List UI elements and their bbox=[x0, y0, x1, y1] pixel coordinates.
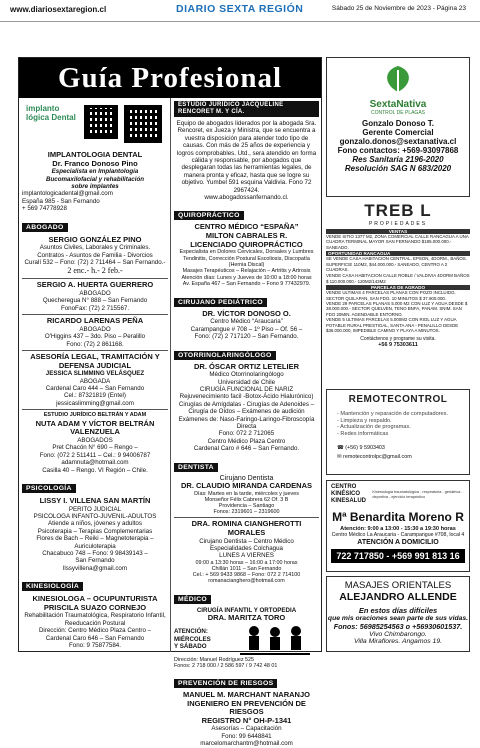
lawyer-detail: O'Higgins 437 – 3do. Piso – Peralillo bbox=[44, 333, 146, 341]
divider bbox=[22, 409, 168, 410]
remotecontrol-email-row bbox=[337, 454, 469, 460]
remotecontrol-logo: REMOTECONTROL bbox=[348, 394, 448, 405]
ent-detail: CIRUGÍA FUNCIONAL DE NARIZ bbox=[199, 385, 294, 393]
chiro-detail: Masajes Terapéuticos – Relajación – Artritis y Artrosis bbox=[182, 268, 311, 275]
lawyer-detail: ABOGADO bbox=[79, 290, 111, 298]
masajes-line: Vivo Chimbarongo. bbox=[369, 631, 427, 638]
doctor-specialty: CIRUGÍA INFANTIL Y ORTOPEDIA bbox=[196, 606, 297, 614]
site-url[interactable]: www.diariosextaregion.cl bbox=[10, 5, 107, 14]
psychologist-name: LISSY I. VILLENA SAN MARTÍN bbox=[39, 495, 151, 505]
ent-detail: Médico Otorrinolaringólogo bbox=[209, 371, 284, 379]
sextanativa-brand: SextaNativa bbox=[369, 99, 427, 110]
qr-code-icon bbox=[84, 105, 118, 139]
dentist-detail: Monseñor Félix Cabrera 62 Of. 3 B bbox=[204, 496, 289, 503]
implanto-heading: IMPLANTOLOGIA DENTAL bbox=[47, 150, 143, 159]
lawyer-name: NUTA ADAM Y VÍCTOR BELTRÁN VALENZUELA bbox=[35, 418, 155, 437]
sextanativa-resolution: Res Sanitaria 2196-2020 bbox=[352, 155, 444, 164]
psychologist-detail: PERITO JUDICIAL bbox=[68, 505, 122, 513]
firm-website[interactable]: www.abogadossanfernando.cl. bbox=[204, 194, 289, 202]
doctor-detail: Dirección: Manuel Rodríguez 525 bbox=[174, 656, 255, 663]
trebol-listing: SE VENDE CASA HABITACION CENTRAL. EPSON, 4DORM., BAÑOS. SUPERFICIE 110M2, $44.000.000.- SANEADO, CENTRO A 2 CUADRAS. bbox=[326, 256, 467, 273]
masajes-line: Villa Miraflores. Angamos 19. bbox=[353, 638, 443, 645]
trebol-listing: VENDE 5 ULTIMAS PARCELAS 5.000M2 CON RIOL LUZ Y AGUA POTABLE RURAL PRESTIGAL, SANTA ANA - PENALILLO DESDE $36.000.000, IMPEDIBLE CAMINO Y PLAYA A MINUTOS. bbox=[326, 317, 459, 334]
ent-detail: Rejuvenecimiento facil -Botox-Ácido Hialurónico) bbox=[179, 393, 314, 401]
masajes-phones: Fonos: 56985254563 o +56930601537. bbox=[333, 622, 463, 631]
lawyer-detail: Quecheregua N° 888 – San Fernando bbox=[42, 297, 148, 305]
service-item: - Actualización de programas. bbox=[337, 424, 411, 431]
chiro-title: LICENCIADO QUIROPRÁCTICO bbox=[190, 239, 303, 249]
lawyer-detail: Cel.: 87321819 (Entel) bbox=[64, 392, 126, 400]
lawyer-email[interactable]: adamnuta@hotmail.com bbox=[61, 459, 129, 467]
engineer-name: MANUEL M. MARCHANT NARANJO bbox=[183, 690, 310, 699]
psychologist-detail: Auriculoterapia bbox=[74, 542, 116, 550]
implanto-role: Especialista en Implantología bbox=[51, 168, 139, 176]
section-abogado: ABOGADO bbox=[22, 223, 68, 232]
psychologist-email[interactable]: llssyvillena@gmail.com bbox=[62, 564, 128, 572]
masajes-line: En estos días difíciles bbox=[358, 606, 438, 615]
chiro-detail: Especialista en Dolores Cervicales, Dorsales y Lumbres Tendinitis, Corrección Postural Escoliosis, Discopatía (Hernia Discal) bbox=[179, 249, 314, 269]
lawyer-detail: ABOGADOS bbox=[77, 436, 113, 444]
service-item: - Mantención y reparación de computadores. bbox=[337, 411, 449, 417]
trebol-section: PARCELAS DE AGRADO bbox=[326, 285, 470, 290]
engineer-detail: Fono: 99 6448841 bbox=[221, 732, 272, 740]
chiro-detail: Atención días: Lunes y Jueves de 10:00 a 18:00 horas bbox=[181, 274, 312, 281]
sextanativa-tagline: CONTROL DE PLAGAS bbox=[371, 110, 425, 116]
surgeon-name: DR. VÍCTOR DONOSO O. bbox=[202, 308, 291, 318]
kinesiologist-detail: Cardenal Caro 646 – San Fernando bbox=[45, 634, 145, 642]
dentist-detail: Cirujano Dentista bbox=[219, 474, 274, 482]
engineer-title: INGENIERO EN PREVENCIÓN DE RIESGOS bbox=[187, 698, 306, 717]
masajes-line: que mis oraciones sean parte de sus vidas. bbox=[327, 615, 469, 622]
dentist-detail: Providencia – Santiago bbox=[218, 502, 275, 509]
section-kinesiologia: KINESIOLOGÍA bbox=[22, 582, 83, 591]
doctor-schedule-row bbox=[174, 623, 319, 657]
lawyer-detail: FonoFax: (72) 2 715567. bbox=[60, 304, 130, 312]
dentist-detail: LUNES A VIERNES bbox=[219, 552, 274, 560]
doctor-detail: ATENCIÓN: bbox=[174, 628, 208, 636]
lawyer-detail: Fono: (072 2 511411 – Cel.: 9 94006787 bbox=[39, 451, 151, 459]
section-cirujano-pediatrico: CIRUJANO PEDIÁTRICO bbox=[174, 298, 267, 307]
doctor-detail: Fonos: 2 718 000 / 2 586 597 / 9 742 48 01 bbox=[174, 662, 278, 669]
implanto-address: España 985 - San Fernando bbox=[22, 197, 100, 205]
lawyer-detail: Curalí 532 – Fono: (72) 2 711464 – San Fernando.- bbox=[24, 259, 166, 267]
divider bbox=[22, 314, 168, 315]
trebol-ad bbox=[326, 201, 470, 381]
sextanativa-email[interactable]: gonzalo.donos@sextanativa.cl bbox=[339, 137, 457, 146]
section-prevencion: PREVENCIÓN DE RIESGOS bbox=[174, 679, 277, 688]
implanto-doctor: Dr. Franco Donoso Pino bbox=[52, 158, 138, 168]
dentist-detail: Fonos: 2319601 – 2319600 bbox=[213, 509, 280, 516]
dentist-detail: Días: Martes en la tarde, miércoles y jueves bbox=[194, 490, 299, 497]
dateline: Sábado 25 de Noviembre de 2023 - Página 23 bbox=[331, 5, 466, 12]
children-illustration-icon bbox=[240, 623, 310, 657]
section-dentista: DENTISTA bbox=[174, 463, 218, 472]
guide-title: Guía Profesional bbox=[57, 61, 283, 94]
trebol-listing: VENDE 29 PARCELAS PLANAS 5.000 M2 CON LUZ Y AGUA DESDE $ 38.000.000.- SECTOR QUELVEN, TENO BNFA, PANAM. SNIM. SAN FDO 20MIN. AGENDABLE ENTORNO. bbox=[326, 301, 468, 317]
lawyer-detail: ABOGADO bbox=[79, 325, 111, 333]
ent-name: DR. ÓSCAR ORTIZ LETELIER bbox=[194, 361, 299, 371]
lawyer-detail: Casilla 40 – Rengo. VI Región – Chile. bbox=[42, 466, 148, 474]
kinesalud-phones: 722 717850 - +569 991 813 16 bbox=[331, 549, 465, 563]
ent-detail: Cirugías de Amígdalas - Cirugías de Adenoides – bbox=[178, 400, 315, 408]
kinesalud-address: Centro Médico La Araucaria - Carampangue #708, local 4 bbox=[331, 532, 465, 538]
column-divider bbox=[170, 98, 171, 652]
ent-detail: Centro Médico Plaza Centro bbox=[207, 437, 286, 445]
sextanativa-ad bbox=[326, 57, 470, 197]
psychologist-detail: PSICOLOGA INFANTO-JUVENIL-ADULTOS bbox=[33, 512, 157, 520]
kinesiologist-name: PRISCILA SUAZO CORNEJO bbox=[43, 602, 147, 612]
psychologist-detail: Flores de Bach – Reiki – Magnetoterapia – bbox=[36, 535, 154, 543]
lawyer-name: SERGIO A. HUERTA GUERRERO bbox=[36, 280, 154, 290]
lawyer-name: SERGIO GONZÁLEZ PINO bbox=[48, 234, 142, 244]
kinesiologist-detail: Dirección: Centro Médico Plaza Centro – bbox=[38, 627, 152, 635]
ent-detail: Exámenes de: Naso-Faringo-Laringo-Fibroscopía Directa bbox=[178, 415, 315, 430]
kinesiologist-detail: Fono: 9 75877584. bbox=[69, 641, 121, 649]
masajes-ad bbox=[326, 576, 470, 652]
ent-detail: Universidad de Chile bbox=[217, 378, 276, 386]
leaf-logo-icon bbox=[378, 64, 418, 94]
qr-code-icon bbox=[124, 105, 162, 143]
section-otorrino: OTORRINOLARINGÓLOGO bbox=[174, 351, 276, 360]
masajes-title: MASAJES ORIENTALES bbox=[344, 580, 452, 591]
surgeon-detail: Centro Médico “Araucaria” bbox=[210, 318, 283, 326]
firm-heading: ESTUDIO JURÍDICO BELTRÁN Y ADAM bbox=[43, 412, 147, 419]
surgeon-detail: Carampangue # 708 – 1º Piso – Of. 56 – bbox=[190, 325, 303, 333]
sextanativa-contact-role: Gerente Comercial bbox=[362, 128, 434, 137]
trebol-listing: VENDE SITIO 1377 M2, ZONA COMERCIAL CALLE RANCAGUA A UNA CUADRA TERMINAL MAYOR SAN FERNANDO $185.000.000.- SANEADO. bbox=[326, 234, 469, 250]
middle-column bbox=[174, 100, 319, 748]
masajes-name: ALEJANDRO ALLENDE bbox=[339, 591, 457, 603]
implanto-phone: + 569 74778928 bbox=[22, 205, 67, 213]
implanto-ad bbox=[22, 101, 168, 151]
kinesalud-ad bbox=[326, 480, 470, 572]
trebol-phone: +56 9 75303611 bbox=[378, 341, 418, 348]
lawyer-name: RICARDO LARENAS PEÑA bbox=[46, 316, 144, 326]
engineer-email[interactable]: marcelomarchantm@hotmail.com bbox=[200, 740, 293, 748]
trebol-sub: PROPIEDADES bbox=[368, 221, 428, 227]
kinesalud-logo: CENTRO KINÉSICO KINESALUD bbox=[331, 484, 367, 504]
phone-icon: ☎ bbox=[337, 445, 344, 452]
divider bbox=[22, 278, 168, 279]
section-medico: MÉDICO bbox=[174, 595, 211, 604]
section-psicologia: PSICOLOGÍA bbox=[22, 484, 76, 493]
psychologist-detail: San Fernando bbox=[75, 557, 115, 565]
chiro-center: CENTRO MÉDICO “ESPAÑA” bbox=[194, 222, 299, 232]
trebol-section: OPORTUNIDAD RANCAGUA bbox=[326, 251, 470, 256]
doctor-detail: Y SÁBADO bbox=[174, 643, 207, 651]
kinesalud-name: Mª Benardita Moreno R bbox=[332, 510, 464, 524]
remotecontrol-phone-row bbox=[337, 445, 469, 451]
lawyer-detail: JESSICA SLIMMING VELÁSQUEZ bbox=[45, 370, 145, 378]
dentist-detail: Chillán 1011 – San Fernando bbox=[211, 565, 282, 572]
sextanativa-resolution: Resolución SAG N 683/2020 bbox=[344, 164, 452, 173]
chiro-name: MILTON CABRALES R. bbox=[205, 231, 288, 241]
service-item: - Limpieza y respaldo. bbox=[337, 417, 392, 424]
lawyer-detail: ABOGADA bbox=[79, 377, 111, 385]
kinesiologist-heading: KINESIOLOGA – OCUPUNTURISTA bbox=[32, 594, 158, 604]
doctor-schedule bbox=[174, 628, 234, 650]
ent-detail: Fono: 072 2 712065 bbox=[218, 430, 275, 438]
remotecontrol-phone: (+56) 9 5903403 bbox=[345, 445, 385, 452]
doctor-detail: MIÉRCOLES bbox=[174, 635, 211, 643]
dentist-detail: Cel.: + 569 9433 9868 – Fono: 072 2 714100 bbox=[192, 572, 301, 579]
section-quiropractico: QUIROPRÁCTICO bbox=[174, 211, 244, 220]
firm-description: Equipo de abogados liderados por la abogada Sra. Rencoret, ex Jueza y Ministra, que se encuentra a vuestra disposición para atender todo tipo de causas. Con más de 25 años de experiencia y logros comprobables. Utd., sera atendido en forma cálida y responsable, por abogados que desplegaran todas las herramientas legales, de manera pronta y eficaz, hasta que se logre su objetivo. Yumbel 591 esquina Valdivia. Fono 72 2967424. bbox=[176, 120, 317, 194]
divider bbox=[174, 517, 319, 518]
lawyer-detail: Contratos - Asuntos de Familia - Divorcios bbox=[37, 251, 153, 259]
page-header bbox=[0, 0, 480, 22]
lawyer-detail: Cardenal Caro 444 – San Fernando bbox=[45, 385, 145, 393]
kinesiologist-detail: Rehabilitación Traumatológica, Respiratorio Infantil, bbox=[24, 612, 166, 620]
trebol-listing: VENDE CASA HABITACION CALLE ROBLE / VALDIVIA 4DORM BAÑOS $ 110.000.000.- 120M2/143M2 bbox=[326, 273, 470, 284]
dentist-email[interactable]: romanacianghero@hotmail.com bbox=[208, 578, 285, 585]
kinesalud-hours: Atención: 9:00 a 13:00 - 15:30 a 19:30 horas bbox=[340, 526, 456, 532]
dentist-name: DR. CLAUDIO MIRANDA CARDENAS bbox=[181, 480, 312, 490]
kinesalud-description: Kinesiología traumatológica - respiratoria - geriátrica - deportiva - ejercicio terapéutico bbox=[372, 489, 463, 499]
surgeon-detail: Fono: (72) 2 717120 – San Fernando. bbox=[194, 333, 299, 341]
ent-detail: Cardenal Caro # 646 – San Fernando. bbox=[193, 445, 300, 453]
divider bbox=[22, 350, 168, 351]
implanto-email[interactable]: implantologicadental@gmail.com bbox=[22, 190, 113, 198]
dentist-detail: 09:00 a 13:30 horas – 16:00 a 17:00 horas bbox=[195, 559, 298, 566]
chiro-detail: Av. España 467 – San Fernando – Fono 9 77432979. bbox=[182, 281, 311, 288]
remotecontrol-services bbox=[337, 411, 469, 437]
handwritten-note: 2 enc.- h.- 2 feb.- bbox=[67, 266, 123, 276]
kinesiologist-detail: Reeducación Postural bbox=[64, 619, 126, 627]
kinesalud-domicile: ATENCIÓN A DOMICILIO bbox=[357, 539, 439, 546]
trebol-section: VENTAS bbox=[326, 229, 470, 234]
remotecontrol-email[interactable]: remotecontrolpc@gmail.com bbox=[343, 454, 412, 461]
trebol-logo: TREB L bbox=[364, 201, 432, 220]
guide-title-bar bbox=[19, 58, 321, 98]
remotecontrol-ad bbox=[326, 389, 470, 475]
service-item: - Redes informáticas bbox=[337, 430, 389, 437]
lawyer-detail: Pret Chacón N° 690 – Rengo – bbox=[52, 444, 138, 452]
engineer-registry: REGISTRO N° OH-P-1341 bbox=[201, 715, 292, 725]
implanto-role: sobre implantes bbox=[71, 183, 119, 190]
psychologist-detail: Psicoterapia – Terapias Complementarias bbox=[37, 527, 153, 535]
lawyer-detail: Asuntos Civiles, Laborales y Criminales. bbox=[39, 244, 151, 252]
kinesalud-header bbox=[327, 481, 469, 508]
sextanativa-contact-name: Gonzalo Donoso T. bbox=[362, 119, 434, 128]
section-estudio-juridico: ESTUDIO JURÍDICO JACQUELINE RENCORET M. Y CÍA. bbox=[174, 101, 319, 117]
trebol-listing: VENDE ULTIMAS 4 PARCELAS PLANAS CON POZO INCLUIDO, SECTOR QUILAPAN, SAN FDO. 10 MINUTOS $ 37.900.000. bbox=[326, 290, 456, 301]
sextanativa-phone: Fono contactos: +569-93097868 bbox=[337, 146, 459, 155]
engineer-detail: Asesorías – Capacitación bbox=[211, 725, 282, 733]
doctor-name: DRA. MARITZA TORO bbox=[207, 613, 286, 622]
psychologist-detail: Chacabuco 748 – Fono: 9 98439143 – bbox=[42, 549, 148, 557]
implanto-logo: implanto lógica Dental bbox=[26, 104, 76, 122]
lawyer-name: ASESORÍA LEGAL, TRAMITACIÓN Y DEFENSA JUDICIAL bbox=[30, 352, 160, 370]
dentist-detail: Especialidades Colchagua bbox=[210, 544, 283, 552]
left-column bbox=[22, 101, 168, 649]
trebol-footer: Contáctenos y programe su visita. bbox=[360, 335, 436, 342]
lawyer-email[interactable]: jessicaslimming@gmail.com bbox=[56, 399, 134, 407]
lawyer-detail: Fono: (72) 2 861168. bbox=[66, 340, 124, 348]
ent-detail: Cirugía de Oídos – Exámenes de audición bbox=[188, 408, 305, 416]
dentist-detail: Cirujano Dentista – Centro Médico bbox=[199, 537, 294, 545]
dentist-name: DRA. ROMINA CIANGHEROTTI MORALES bbox=[191, 519, 302, 537]
psychologist-detail: Atiende a niños, jóvenes y adultos bbox=[48, 520, 142, 528]
mail-icon: ✉ bbox=[337, 454, 342, 461]
newspaper-name: DIARIO SEXTA REGIÓN bbox=[176, 3, 304, 15]
implanto-role: Bucomaxilofacial y rehabilitación bbox=[46, 175, 144, 183]
